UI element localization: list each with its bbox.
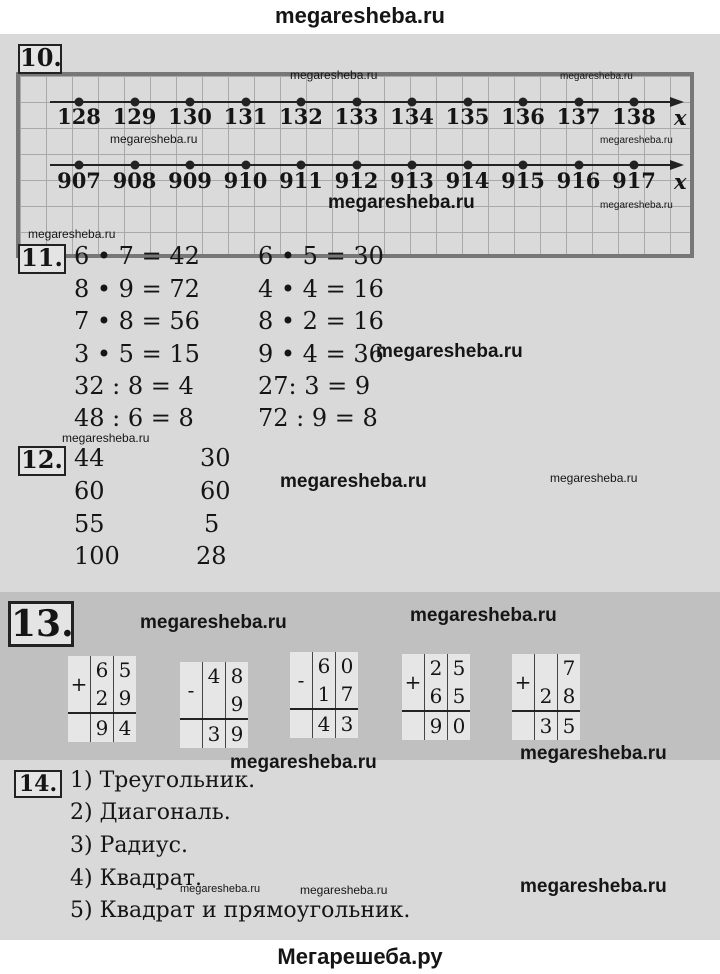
equation: 8 • 2 = 16	[258, 307, 384, 335]
digit: 9	[114, 684, 137, 713]
watermark: megaresheba.ru	[410, 605, 557, 626]
axis-label-x: x	[674, 105, 687, 130]
tick-label: 917	[612, 168, 656, 193]
column-calc-5	[512, 654, 580, 740]
tick-label: 128	[57, 104, 101, 129]
digit: 3	[203, 719, 226, 748]
digit: 9	[425, 711, 448, 740]
watermark: megaresheba.ru	[280, 471, 427, 492]
tick-label: 916	[556, 168, 601, 193]
digit: 0	[452, 714, 466, 738]
watermark: megaresheba.ru	[180, 883, 261, 895]
answer-line: 2) Диагональ.	[70, 800, 231, 825]
answer-value: 55	[74, 510, 105, 538]
tick-label: 131	[223, 104, 268, 129]
tick-label: 130	[168, 104, 212, 129]
digit: 4	[203, 662, 226, 690]
column-calc-3	[290, 652, 358, 738]
digit: 5	[452, 656, 466, 680]
digit: 2	[425, 654, 448, 682]
tick-label: 914	[445, 168, 490, 193]
operator: -	[290, 652, 313, 709]
equation: 3 • 5 = 15	[74, 340, 200, 368]
digit: 4	[313, 709, 336, 738]
digit: 9	[91, 713, 114, 742]
axis-label-x: x	[674, 169, 687, 194]
digit: 3	[535, 711, 558, 740]
digit: 9	[226, 690, 249, 719]
digit: 6	[91, 656, 114, 684]
digit: 9	[230, 722, 244, 746]
tick-label: 133	[334, 104, 379, 129]
answer-value: 60	[74, 477, 105, 505]
watermark: megaresheba.ru	[550, 471, 638, 485]
watermark: megaresheba.ru	[28, 227, 116, 241]
digit: 8	[230, 664, 244, 688]
task13-number: 13.	[8, 601, 74, 647]
tick-label: 129	[112, 104, 157, 129]
watermark: megaresheba.ru	[376, 341, 523, 362]
answer-value: 30	[200, 444, 231, 472]
equation: 6 • 5 = 30	[258, 242, 384, 270]
digit: 5	[448, 682, 471, 711]
answer-value: 28	[196, 542, 227, 570]
watermark: megaresheba.ru	[230, 752, 377, 773]
equation: 48 : 6 = 8	[74, 404, 194, 432]
tick-label: 134	[390, 104, 434, 129]
digit	[203, 690, 226, 719]
tick-label: 915	[501, 168, 545, 193]
operator: +	[402, 654, 425, 711]
operator: +	[512, 654, 535, 711]
equation: 9 • 4 = 36	[258, 340, 384, 368]
task14-number: 14.	[14, 770, 62, 798]
site-footer[interactable]: Мегарешеба.ру	[0, 940, 720, 974]
watermark: megaresheba.ru	[600, 200, 673, 211]
tick-label: 907	[57, 168, 101, 193]
equation: 32 : 8 = 4	[74, 372, 194, 400]
equation: 6 • 7 = 42	[74, 242, 200, 270]
equation: 8 • 9 = 72	[74, 275, 200, 303]
digit: 5	[562, 714, 576, 738]
tick-label: 136	[501, 104, 545, 129]
equation: 4 • 4 = 16	[258, 275, 384, 303]
equation: 27: 3 = 9	[258, 372, 371, 400]
watermark: megaresheba.ru	[560, 71, 633, 82]
answer-line: 1) Треугольник.	[70, 768, 256, 793]
answer-value: 5	[204, 510, 220, 538]
watermark: megaresheba.ru	[110, 132, 198, 146]
digit: 5	[118, 658, 132, 682]
tick-label: 137	[556, 104, 601, 129]
digit: 0	[340, 654, 354, 678]
tick-label: 910	[223, 168, 268, 193]
operator: -	[180, 662, 203, 719]
equation: 72 : 9 = 8	[258, 404, 378, 432]
equation: 7 • 8 = 56	[74, 307, 200, 335]
answer-line: 4) Квадрат.	[70, 866, 203, 891]
tick-label: 132	[279, 104, 323, 129]
digit: 8	[558, 682, 581, 711]
column-calc-4	[402, 654, 470, 740]
watermark: megaresheba.ru	[520, 743, 667, 764]
watermark: megaresheba.ru	[300, 883, 388, 897]
watermark: megaresheba.ru	[62, 431, 150, 445]
watermark: megaresheba.ru	[520, 876, 667, 897]
answer-line: 3) Радиус.	[70, 833, 188, 858]
answer-value: 44	[74, 444, 105, 472]
digit	[535, 654, 558, 682]
textbook-page	[0, 34, 720, 940]
tick-label: 913	[390, 168, 434, 193]
watermark: megaresheba.ru	[328, 192, 475, 213]
watermark: megaresheba.ru	[290, 68, 378, 82]
answer-value: 60	[200, 477, 231, 505]
tick-label: 908	[112, 168, 157, 193]
digit: 2	[535, 682, 558, 711]
answer-value: 100	[74, 542, 120, 570]
operator: +	[68, 656, 91, 713]
answer-line: 5) Квадрат и прямоугольник.	[70, 898, 411, 923]
task12-number: 12.	[18, 446, 66, 476]
digit: 6	[313, 652, 336, 680]
digit: 7	[562, 656, 576, 680]
tick-label: 912	[334, 168, 379, 193]
digit: 4	[118, 716, 132, 740]
digit: 1	[313, 680, 336, 709]
digit: 7	[336, 680, 359, 709]
tick-label: 138	[612, 104, 656, 129]
column-calc-1	[68, 656, 136, 742]
digit: 6	[425, 682, 448, 711]
column-calc-2	[180, 662, 248, 748]
tick-label: 909	[168, 168, 212, 193]
task10-number: 10.	[20, 43, 62, 72]
task11-number: 11.	[18, 244, 66, 274]
site-header[interactable]: megaresheba.ru	[0, 0, 720, 34]
digit: 3	[340, 712, 354, 736]
digit: 2	[91, 684, 114, 713]
tick-label: 911	[279, 168, 323, 193]
tick-label: 135	[445, 104, 490, 129]
watermark: megaresheba.ru	[600, 135, 673, 146]
watermark: megaresheba.ru	[140, 612, 287, 633]
